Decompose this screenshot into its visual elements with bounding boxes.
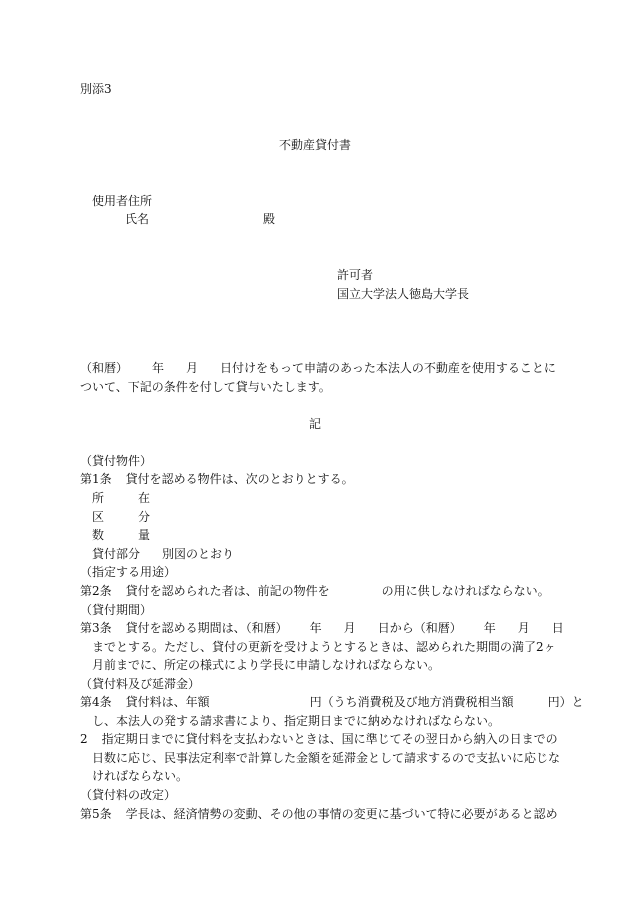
- article-1-number: 第1条: [80, 472, 112, 486]
- document-title: 不動産貸付書: [278, 138, 351, 152]
- article-4-text: 貸付料は、年額: [125, 695, 210, 709]
- item-part-value: 別図のとおり: [162, 547, 235, 561]
- article-3-year: 年: [309, 621, 322, 635]
- intro-rest: 日付けをもって申請のあった本法人の不動産を使用することに: [220, 361, 556, 375]
- intro-era: （和暦）: [80, 361, 129, 375]
- issuer-label: 許可者: [337, 268, 374, 282]
- article-3-heading: （貸付期間）: [80, 603, 153, 617]
- article-1-item-quantity: [92, 526, 150, 544]
- article-1-line: [80, 470, 354, 488]
- article-3-line-1: [80, 619, 564, 637]
- article-5-line-1: [80, 805, 558, 823]
- item-label-char: 在: [138, 491, 151, 505]
- article-3-number: 第3条: [80, 621, 112, 635]
- issuer-name: 国立大学法人徳島大学長: [337, 287, 470, 301]
- intro-line-1: [80, 359, 556, 377]
- article-2-line: [80, 582, 550, 600]
- recipient-name-label: 氏名: [125, 212, 150, 226]
- intro-line-2: ついて、下記の条件を付して貸与いたします。: [80, 380, 331, 394]
- article-4-text: 円）と: [547, 695, 584, 709]
- recipient-honorific: 殿: [263, 212, 276, 226]
- item-part-label: 貸付部分: [92, 547, 141, 561]
- article-4-number: 第4条: [80, 695, 112, 709]
- attachment-label: 別添3: [80, 82, 112, 96]
- article-3-line-2: までとする。ただし、貸付の更新を受けようとするときは、認められた期間の満了2ヶ: [92, 640, 556, 654]
- article-1-item-location: [92, 489, 150, 507]
- item-label-char: 量: [138, 528, 151, 542]
- article-3-line-3: 月前までに、所定の様式により学長に申請しなければならない。: [92, 658, 441, 672]
- article-5-number: 第5条: [80, 807, 112, 821]
- article-3-day: 日: [551, 621, 564, 635]
- article-4-para-2-line-2: 日数に応じ、民事法定利率で計算した金額を延滞金として請求するので支払いに応じな: [92, 751, 561, 765]
- article-1-item-category: [92, 508, 150, 526]
- article-4-line-2: し、本法人の発する請求書により、指定期日までに納めなければならない。: [92, 714, 501, 728]
- article-4-para-2-number: 2: [80, 732, 88, 746]
- article-2-text-b: の用に供しなければならない。: [381, 584, 550, 598]
- intro-month: 月: [186, 361, 199, 375]
- article-4-para-2-text: 指定期日までに貸付料を支払わないときは、国に準じてその翌日から納入の日までの: [101, 732, 558, 746]
- article-5-heading: （貸付料の改定）: [80, 788, 177, 802]
- article-3-text: 日から（和暦）: [377, 621, 462, 635]
- ki-heading: 記: [308, 417, 321, 431]
- article-4-heading: （貸付料及び延滞金）: [80, 677, 201, 691]
- item-label-char: 数: [92, 528, 105, 542]
- article-3-month: 月: [343, 621, 356, 635]
- item-label-char: 分: [138, 510, 151, 524]
- article-1-item-part: [92, 545, 234, 563]
- item-label-char: 区: [92, 510, 105, 524]
- article-3-text: 貸付を認める期間は、（和暦）: [125, 621, 288, 635]
- article-3-year: 年: [483, 621, 496, 635]
- article-4-para-2-line-1: [80, 730, 558, 748]
- article-2-number: 第2条: [80, 584, 112, 598]
- article-2-text-a: 貸付を認められた者は、前記の物件を: [125, 584, 330, 598]
- item-label-char: 所: [92, 491, 105, 505]
- intro-year: 年: [152, 361, 165, 375]
- article-4-text: 円（うち消費税及び地方消費税相当額: [309, 695, 514, 709]
- recipient-address-label: 使用者住所: [92, 194, 153, 208]
- article-1-heading: （貸付物件）: [80, 454, 153, 468]
- article-2-heading: （指定する用途）: [80, 565, 177, 579]
- article-5-text: 学長は、経済情勢の変動、その他の事情の変更に基づいて特に必要があると認め: [125, 807, 558, 821]
- article-1-text: 貸付を認める物件は、次のとおりとする。: [125, 472, 354, 486]
- article-4-line-1: [80, 693, 584, 711]
- article-4-para-2-line-3: ければならない。: [92, 769, 189, 783]
- article-3-month: 月: [517, 621, 530, 635]
